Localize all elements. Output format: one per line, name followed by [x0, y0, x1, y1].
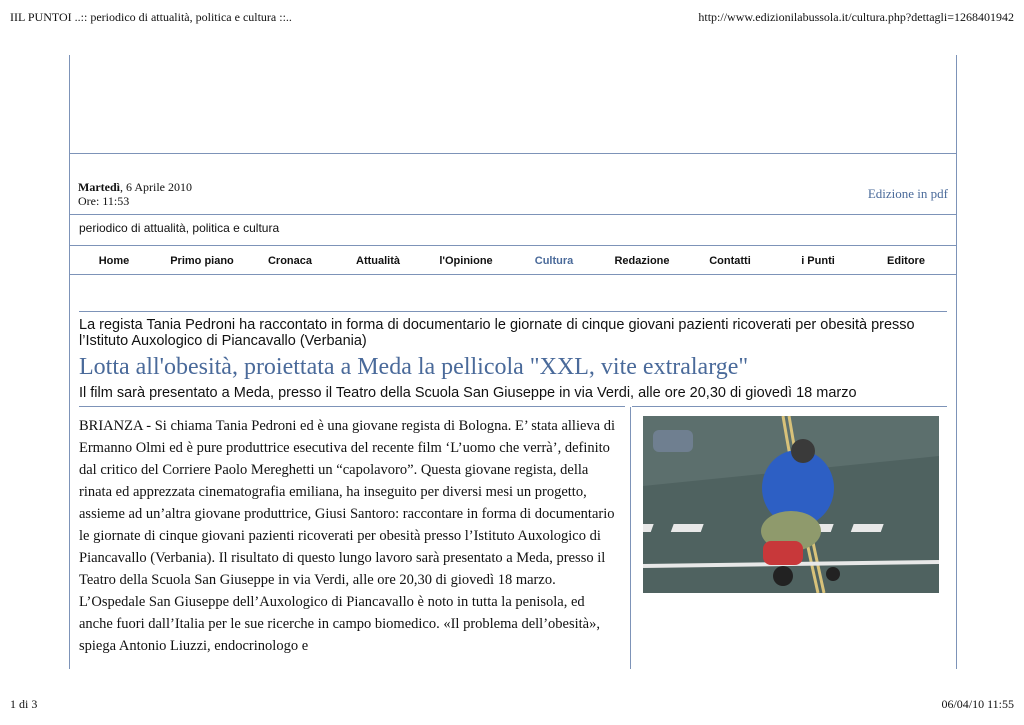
nav-attualita[interactable]: Attualità	[356, 255, 400, 267]
print-page-number: 1 di 3	[10, 697, 38, 711]
divider	[70, 214, 956, 215]
print-datetime: 06/04/10 11:55	[941, 697, 1014, 711]
article-body: BRIANZA - Si chiama Tania Pedroni ed è una giovane regista di Bologna. E’ stata allieva di Ermanno Olmi ed è pure produttrice esecutiva del recente film ‘L’uomo che verrà’, definito dal critico del Corriere Paolo Mereghetti un “capolavoro”. Questa giovane regista, della rinata ed apprezzata cinematografia emiliana, ha inseguito per diversi mesi un progetto, assieme ad un’altra giovane produttrice, Giusi Santoro: raccontare in forma di documentario le giornate di cinque giovani pazienti ricoverati per obesità presso l’Istituto Auxologico di Piancavallo (Verbania). Il risultato di questo lungo lavoro sarà presentato a Meda, presso il Teatro della Scuola San Giuseppe in via Verdi, alle ore 20,30 di giovedì 18 marzo. L’Ospedale San Giuseppe dell’Auxologico di Piancavallo è noto in tutta la penisola, ed anche fuori dall’Italia per le sue ricerche in campo biomedico. «Il problema dell’obesità», spiega Antonio Liuzzi, endocrinologo e	[79, 418, 616, 654]
print-page-title: IIL PUNTOI ..:: periodico di attualità, politica e cultura ::..	[10, 10, 292, 24]
article-kicker: La regista Tania Pedroni ha raccontato in forma di documentario le giornate di cinque giovani pazienti ricoverati per obesità presso l’Istituto Auxologico di Piancavallo (Verbania)	[79, 317, 915, 349]
nav-contatti[interactable]: Contatti	[709, 255, 751, 267]
date-block	[78, 180, 192, 208]
date-rest: , 6 Aprile 2010	[119, 180, 192, 194]
article-header	[79, 311, 947, 402]
column-divider	[630, 407, 631, 669]
article-photo-image	[643, 416, 939, 593]
article-subtitle: Il film sarà presentato a Meda, presso il Teatro della Scuola San Giuseppe in via Verdi, alle ore 20,30 di giovedì 18 marzo	[79, 385, 857, 401]
print-footer	[10, 697, 1014, 713]
article-photo	[643, 416, 939, 593]
nav-cronaca[interactable]: Cronaca	[267, 255, 313, 267]
nav-primo-piano[interactable]: Primo piano	[170, 255, 234, 267]
tagline: periodico di attualità, politica e cultura	[79, 221, 280, 235]
nav-cultura[interactable]: Cultura	[534, 255, 574, 267]
date-weekday: Martedì	[78, 180, 120, 194]
column-rule-right	[632, 406, 947, 407]
divider	[70, 245, 956, 246]
nav-home[interactable]: Home	[98, 255, 130, 267]
print-page-url: http://www.edizionilabussola.it/cultura.php?dettagli=1268401942	[698, 10, 1014, 24]
pdf-edition-link[interactable]: Edizione in pdf	[867, 186, 948, 201]
page-frame	[69, 55, 957, 669]
divider	[70, 153, 956, 154]
nav-i-punti[interactable]: i Punti	[801, 255, 835, 267]
column-rule-left	[79, 406, 625, 407]
article-headline: Lotta all'obesità, proiettata a Meda la pellicola "XXL, vite extralarge"	[79, 354, 749, 380]
main-nav	[70, 247, 956, 275]
nav-opinione[interactable]: l'Opinione	[439, 255, 493, 267]
print-header	[10, 10, 1014, 26]
time: Ore: 11:53	[78, 194, 130, 208]
nav-redazione[interactable]: Redazione	[614, 255, 670, 267]
nav-editore[interactable]: Editore	[887, 255, 925, 267]
